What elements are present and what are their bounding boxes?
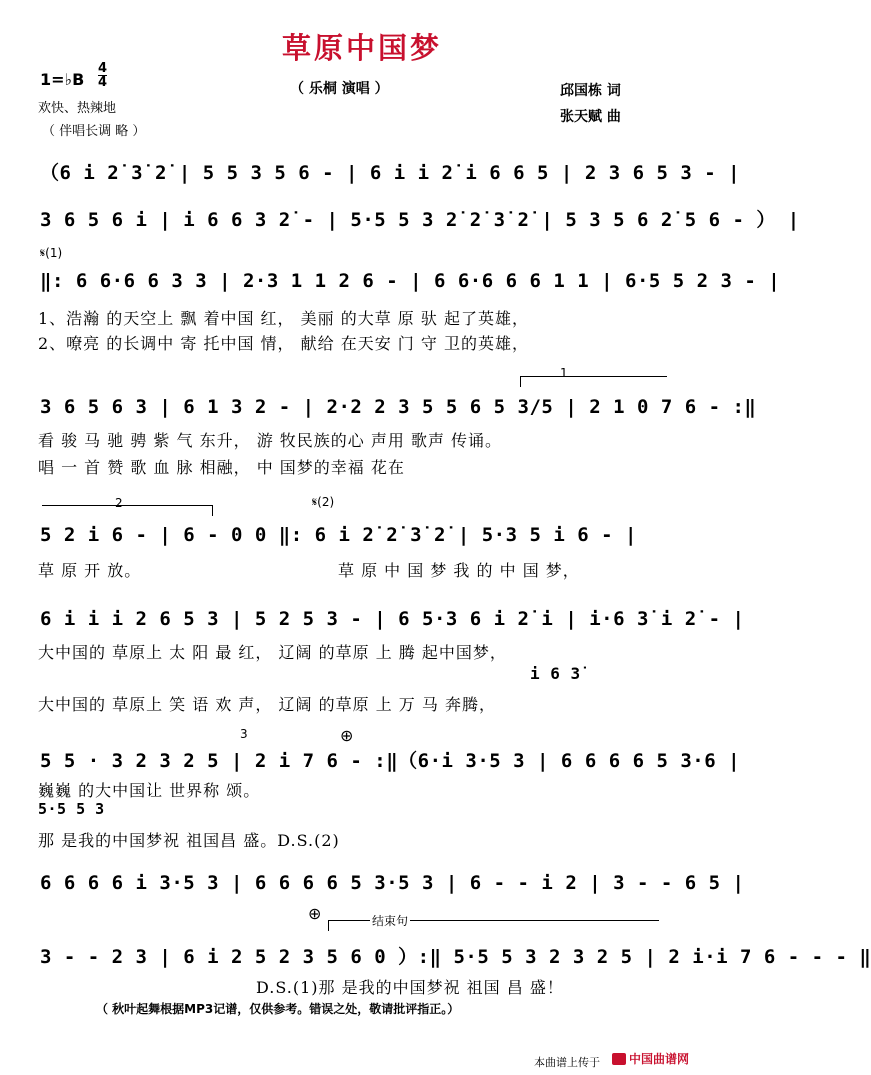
transcription-note: （ 秋叶起舞根据MP3记谱，仅供参考。错误之处，敬请批评指正。） bbox=[96, 1002, 460, 1016]
lyric-line-3a: 草 原 开 放。 bbox=[38, 561, 142, 580]
lyric-line-3b: 草 原 中 国 梦 我 的 中 国 梦， bbox=[338, 561, 580, 580]
triplet-mark: 3 bbox=[240, 727, 248, 741]
composer: 张天赋 曲 bbox=[560, 109, 621, 125]
volta-1-number: 1 bbox=[560, 366, 568, 380]
lyric-verse-1a: 1、浩瀚 的天空上 飘 着中国 红， 美丽 的大草 原 驮 起了英雄， bbox=[38, 309, 529, 328]
segno-1: 𝄋(1) bbox=[40, 246, 63, 260]
lyric-line-4b: 大中国的 草原上 笑 语 欢 声， 辽阔 的草原 上 万 马 奔腾， bbox=[38, 695, 496, 714]
alt-notes-4: i 6 3̇ bbox=[530, 664, 581, 683]
lyric-verse-1b: 2、嘹亮 的长调中 寄 托中国 情， 献给 在天安 门 守 卫的英雄， bbox=[38, 334, 529, 353]
key-signature: 1=♭B bbox=[40, 70, 85, 89]
tempo-marking: 欢快、热辣地 bbox=[38, 101, 117, 116]
score-line-7: 5 5 · 3 2 3 2 5 | 2 i 7 6 - :‖（6·i 3·5 3 | 6 6 6 6 5 3·6 | bbox=[40, 750, 741, 772]
page-title: 草原中国梦 bbox=[281, 31, 442, 65]
alt-notes-5: 5·5 5 3 bbox=[38, 800, 105, 818]
score-line-5: 5 2 i 6 - | 6 - 0 0 ‖: 6 i 2̇ 2̇ 3̇ 2̇ | 5·3 5 i 6 - | bbox=[40, 524, 637, 546]
lyric-line-6: D.S.(1)那 是我的中国梦祝 祖国 昌 盛！ bbox=[256, 978, 564, 997]
score-line-2: 3 6 5 6 i | i 6 6 3 2̇ - | 5·5 5 3 2̇ 2̇ 3̇ 2̇ | 5 3 5 6 2̇ 5 6 - ） | bbox=[40, 209, 800, 231]
score-line-4: 3 6 5 6 3 | 6 1 3 2 - | 2·2 2 3 5 5 6 5 3/5 | 2 1 0 7 6 - :‖ bbox=[40, 396, 757, 418]
time-bottom: 4 bbox=[98, 75, 108, 90]
accompaniment-note: （ 伴唱长调 略 ） bbox=[42, 124, 146, 139]
lyricist: 邱国栋 词 bbox=[560, 83, 621, 99]
coda-mark-2: ⊕ bbox=[308, 904, 322, 923]
volta-1-bracket bbox=[520, 376, 667, 387]
lyric-line-2a: 看 骏 马 驰 骋 紫 气 东升， 游 牧民族的心 声用 歌声 传诵。 bbox=[38, 431, 503, 450]
score-line-8: 6 6 6 6 i 3·5 3 | 6 6 6 6 5 3·5 3 | 6 - - i 2 | 3 - - 6 5 | bbox=[40, 872, 745, 894]
score-line-9: 3 - - 2 3 | 6 i 2 5 2 3 5 6 0 ）:‖ 5·5 5 3 2 3 2 5 | 2 i·i 7 6 - - - ‖ bbox=[40, 946, 871, 968]
lyric-line-2b: 唱 一 首 赞 歌 血 脉 相融， 中 国梦的幸福 花在 bbox=[38, 458, 405, 477]
performer: （ 乐桐 演唱 ） bbox=[290, 81, 389, 97]
segno-2: 𝄋(2) bbox=[312, 495, 335, 509]
lyric-line-5b: 那 是我的中国梦祝 祖国昌 盛。D.S.(2) bbox=[38, 831, 340, 850]
lyric-line-5a: 巍巍 的大中国让 世界称 颂。 bbox=[38, 781, 261, 800]
upload-credit: 本曲谱上传于 bbox=[534, 1056, 600, 1069]
volta-2-bracket bbox=[42, 505, 213, 516]
volta-2-number: 2 bbox=[115, 496, 123, 510]
ending-label: 结束句 bbox=[372, 914, 409, 928]
site-name: 中国曲谱网 bbox=[629, 1052, 690, 1066]
site-logo bbox=[612, 1050, 689, 1067]
score-line-6: 6 i i i 2 6 5 3 | 5 2 5 3 - | 6 5·3 6 i 2̇ i | i·6 3̇ i 2̇ - | bbox=[40, 608, 745, 630]
time-top: 4 bbox=[98, 61, 108, 76]
coda-mark: ⊕ bbox=[340, 726, 354, 745]
score-line-3: ‖: 6 6·6 6 3 3 | 2·3 1 1 2 6 - | 6 6·6 6 6 1 1 | 6·5 5 2 3 - | bbox=[40, 270, 781, 292]
score-line-1: （6 i 2̇ 3̇ 2̇ | 5 5 3 5 6 - | 6 i i 2̇ i 6 6 5 | 2 3 6 5 3 - | bbox=[40, 162, 741, 184]
time-signature bbox=[98, 62, 107, 89]
lyric-line-4a: 大中国的 草原上 太 阳 最 红， 辽阔 的草原 上 腾 起中国梦， bbox=[38, 643, 507, 662]
logo-mark-icon bbox=[612, 1053, 626, 1065]
